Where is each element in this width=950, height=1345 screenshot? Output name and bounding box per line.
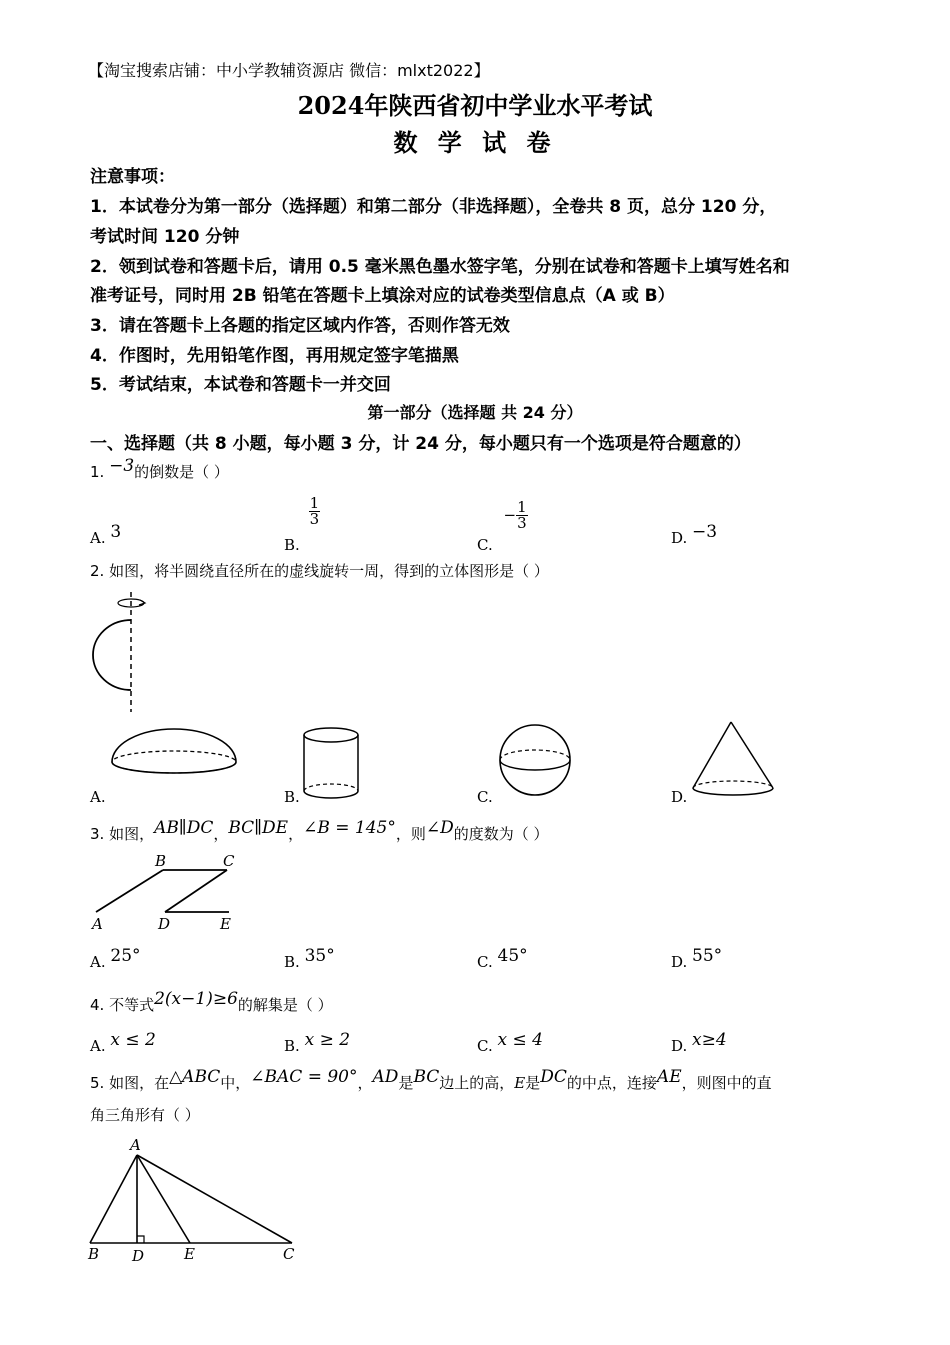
q3-separator: ， [288,825,304,843]
section-one-heading: 一、选择题（共 8 小题，每小题 3 分，计 24 分，每小题只有一个选项是符合题意的） [90,434,751,454]
q4-prefix: 4. 不等式 [90,996,155,1014]
q1-number: 1. [90,463,105,481]
part-one-heading: 第一部分（选择题 共 24 分） [367,403,583,422]
q3-mid: ，则 [395,825,426,843]
numerator: 1 [309,494,320,512]
q3-label-e: E [220,915,231,933]
denominator: 3 [309,510,320,528]
option-label: B. [284,535,300,554]
q5-text: 中， [220,1074,251,1092]
option-value: 35° [304,946,335,966]
option-label: D. [671,953,688,971]
q5-text: 是 [525,1074,541,1092]
note-line: 5．考试结束，本试卷和答题卡一并交回 [90,375,391,395]
exam-title: 2024年陕西省初中学业水平考试 [297,91,653,120]
q5-label-c: C [283,1245,295,1263]
q3-label-b: B [155,852,167,870]
q5-text: 5. 如图，在 [90,1074,170,1092]
note-line: 考试时间 120 分钟 [90,227,240,247]
question-2: 2. 如图，将半圆绕直径所在的虚线旋转一周，得到的立体图形是（ ） [90,562,549,580]
q3-angle-d: ∠D [425,818,454,838]
q5-math: △ABC [169,1067,221,1087]
q3-condition-2: BC∥DE [228,818,289,838]
option-value: x ≤ 2 [110,1030,156,1050]
option-label: A. [90,1037,106,1055]
q5-text: 是 [398,1074,414,1092]
q5-text: ，则图中的直 [681,1074,772,1092]
q3-prefix: 3. 如图， [90,825,155,843]
q3-separator: ， [213,825,229,843]
note-line: 2．领到试卷和答题卡后，请用 0.5 毫米黑色墨水签字笔，分别在试卷和答题卡上填写姓名和 [90,257,790,277]
q2-option-d: D. [671,788,688,806]
q4-stem: 的解集是（ ） [237,996,333,1014]
option-label: B. [284,953,300,971]
q3-label-c: C [223,852,235,870]
option-value: 55° [692,946,723,966]
notes-heading: 注意事项： [90,167,175,187]
note-line: 准考证号，同时用 2B 铅笔在答题卡上填涂对应的试卷类型信息点（A 或 B） [90,286,675,306]
option-value: 25° [110,946,141,966]
option-value: x ≥ 2 [304,1030,351,1050]
option-value: 45° [497,946,528,966]
note-line: 3．请在答题卡上各题的指定区域内作答，否则作答无效 [90,316,510,336]
q5-math: AD [372,1067,399,1087]
option-value: 3 [110,522,122,542]
q1-stem: 的倒数是（ ） [134,463,229,481]
q2-option-b: B. [284,788,300,806]
option-label: C. [477,535,493,554]
option-value: −3 [692,522,718,542]
q5-math: AE [656,1067,682,1087]
q3-label-a: A [92,915,103,933]
q2-option-c: C. [477,788,493,806]
option-label: D. [671,1037,688,1055]
option-label: D. [671,529,688,547]
q3-stem: 的度数为（ ） [453,825,549,843]
note-line: 1．本试卷分为第一部分（选择题）和第二部分（非选择题），全卷共 8 页，总分 120 分， [90,197,777,217]
numerator: 1 [517,498,527,516]
q3-condition-3: ∠B = 145° [303,818,396,838]
question-5-line2: 角三角形有（ ） [90,1106,200,1124]
q5-label-a: A [130,1136,141,1154]
q5-text: 边上的高， [439,1074,515,1092]
option-label: C. [477,953,493,971]
q2-option-a: A. [90,788,106,806]
q4-inequality: 2(x−1)≥6 [154,989,238,1009]
q5-math: BC [413,1067,440,1087]
q5-label-b: B [88,1245,100,1263]
option-label: A. [90,529,106,547]
q5-label-d: D [132,1247,145,1265]
q3-label-d: D [158,915,171,933]
option-label: B. [284,1037,300,1055]
q5-math: DC [540,1067,567,1087]
option-value: x≥4 [692,1030,727,1050]
option-label: A. [90,953,106,971]
q5-text: 的中点，连接 [566,1074,657,1092]
option-label: C. [477,1037,493,1055]
q5-text: ， [357,1074,373,1092]
q5-math: E [514,1074,526,1092]
note-line: 4．作图时，先用铅笔作图，再用规定签字笔描黑 [90,346,459,366]
q5-label-e: E [184,1245,195,1263]
q1-expression: −3 [109,456,135,476]
option-value: x ≤ 4 [497,1030,543,1050]
minus-sign: − [503,505,517,524]
denominator: 3 [517,514,527,532]
q3-condition-1: AB∥DC [154,818,214,838]
q5-math: ∠BAC = 90° [250,1067,358,1087]
watermark-banner: 【淘宝搜索店铺：中小学教辅资源店 微信：mlxt2022】 [88,61,490,80]
exam-subtitle: 数 学 试 卷 [393,128,557,157]
